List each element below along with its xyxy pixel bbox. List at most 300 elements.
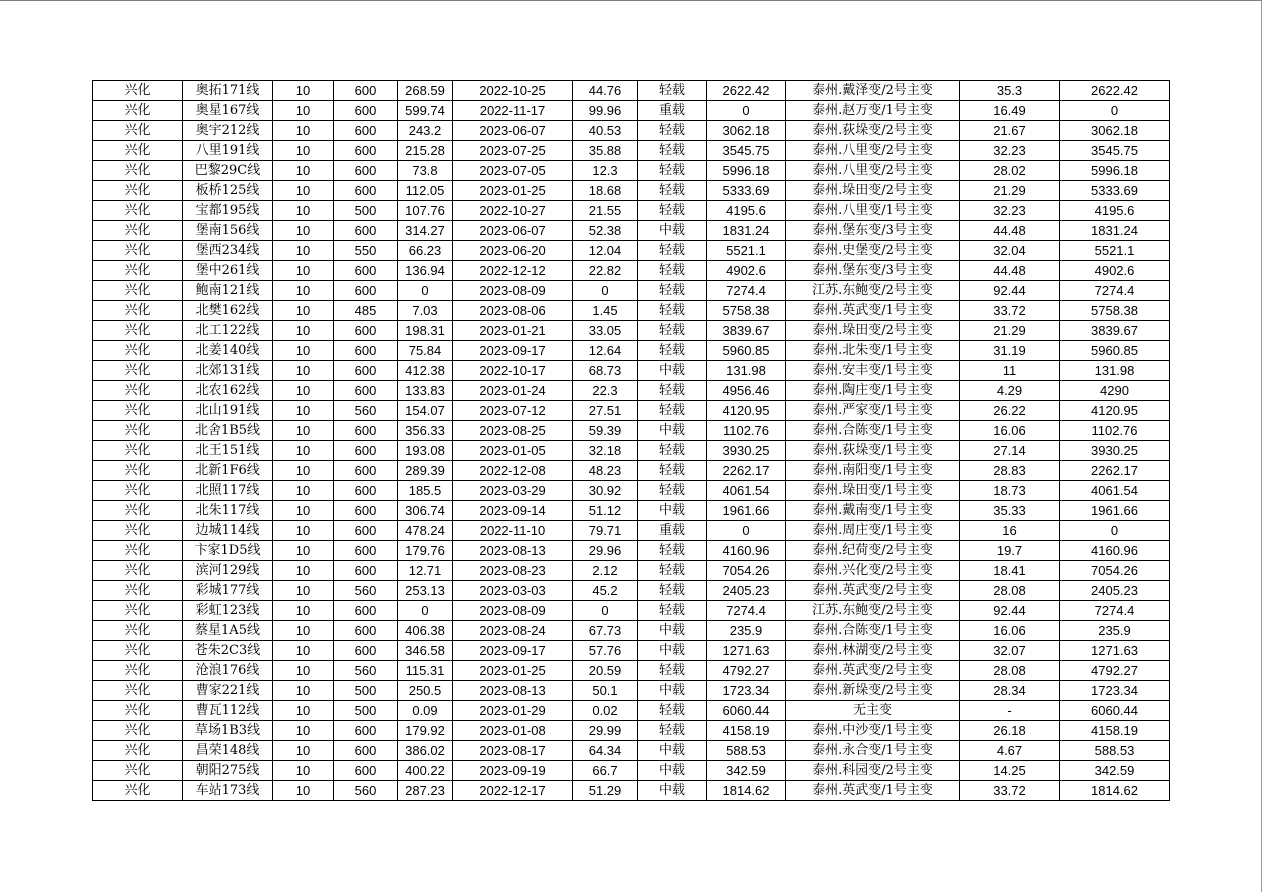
cell-max-load[interactable]: 599.74 (398, 101, 453, 121)
cell-region[interactable]: 兴化 (93, 661, 183, 681)
cell-max-load[interactable]: 215.28 (398, 141, 453, 161)
cell-load-rate[interactable]: 27.51 (573, 401, 638, 421)
cell-load-status[interactable]: 轻载 (638, 261, 707, 281)
cell-load-status[interactable]: 中载 (638, 361, 707, 381)
cell-date[interactable]: 2023-09-19 (453, 761, 573, 781)
cell-substation[interactable]: 泰州.英武变/1号主变 (786, 781, 960, 801)
cell-available[interactable]: 4792.27 (707, 661, 786, 681)
cell-region[interactable]: 兴化 (93, 101, 183, 121)
cell-max-load[interactable]: 253.13 (398, 581, 453, 601)
cell-substation[interactable]: 泰州.垛田变/2号主变 (786, 321, 960, 341)
cell-voltage[interactable]: 10 (273, 701, 334, 721)
cell-available[interactable]: 2405.23 (707, 581, 786, 601)
cell-line[interactable]: 滨河129线 (183, 561, 273, 581)
cell-capacity[interactable]: 600 (334, 161, 398, 181)
cell-load-status[interactable]: 轻载 (638, 601, 707, 621)
cell-capacity[interactable]: 600 (334, 441, 398, 461)
cell-substation[interactable]: 泰州.堡东变/3号主变 (786, 261, 960, 281)
cell-substation[interactable]: 泰州.英武变/2号主变 (786, 661, 960, 681)
cell-available[interactable]: 1831.24 (707, 221, 786, 241)
cell-capacity[interactable]: 600 (334, 641, 398, 661)
cell-load-status[interactable]: 中载 (638, 641, 707, 661)
cell-date[interactable]: 2023-01-08 (453, 721, 573, 741)
cell-load-status[interactable]: 轻载 (638, 181, 707, 201)
cell-sub-load-rate[interactable]: 21.29 (960, 181, 1060, 201)
cell-available[interactable]: 7274.4 (707, 601, 786, 621)
cell-substation[interactable]: 泰州.安丰变/1号主变 (786, 361, 960, 381)
cell-date[interactable]: 2023-09-14 (453, 501, 573, 521)
cell-load-rate[interactable]: 22.3 (573, 381, 638, 401)
cell-sub-load-rate[interactable]: 16.49 (960, 101, 1060, 121)
cell-available[interactable]: 7274.4 (707, 281, 786, 301)
cell-sub-available[interactable]: 5758.38 (1060, 301, 1170, 321)
cell-max-load[interactable]: 314.27 (398, 221, 453, 241)
cell-sub-load-rate[interactable]: 92.44 (960, 281, 1060, 301)
cell-load-status[interactable]: 轻载 (638, 441, 707, 461)
cell-substation[interactable]: 泰州.林湖变/2号主变 (786, 641, 960, 661)
cell-sub-available[interactable]: 4792.27 (1060, 661, 1170, 681)
cell-substation[interactable]: 江苏.东鲍变/2号主变 (786, 281, 960, 301)
cell-max-load[interactable]: 400.22 (398, 761, 453, 781)
cell-line[interactable]: 巴黎29C线 (183, 161, 273, 181)
cell-sub-available[interactable]: 4195.6 (1060, 201, 1170, 221)
cell-load-rate[interactable]: 48.23 (573, 461, 638, 481)
cell-sub-load-rate[interactable]: 16 (960, 521, 1060, 541)
cell-load-rate[interactable]: 12.04 (573, 241, 638, 261)
cell-load-rate[interactable]: 29.99 (573, 721, 638, 741)
cell-load-status[interactable]: 中载 (638, 681, 707, 701)
cell-capacity[interactable]: 600 (334, 621, 398, 641)
cell-load-rate[interactable]: 44.76 (573, 81, 638, 101)
cell-line[interactable]: 北新1F6线 (183, 461, 273, 481)
cell-voltage[interactable]: 10 (273, 661, 334, 681)
cell-region[interactable]: 兴化 (93, 701, 183, 721)
cell-load-rate[interactable]: 51.29 (573, 781, 638, 801)
cell-load-rate[interactable]: 12.64 (573, 341, 638, 361)
cell-substation[interactable]: 泰州.史堡变/2号主变 (786, 241, 960, 261)
cell-available[interactable]: 4160.96 (707, 541, 786, 561)
cell-load-status[interactable]: 轻载 (638, 121, 707, 141)
cell-voltage[interactable]: 10 (273, 721, 334, 741)
cell-substation[interactable]: 泰州.合陈变/1号主变 (786, 621, 960, 641)
cell-available[interactable]: 3839.67 (707, 321, 786, 341)
cell-voltage[interactable]: 10 (273, 361, 334, 381)
cell-voltage[interactable]: 10 (273, 381, 334, 401)
cell-date[interactable]: 2023-08-25 (453, 421, 573, 441)
cell-sub-load-rate[interactable]: - (960, 701, 1060, 721)
cell-sub-load-rate[interactable]: 27.14 (960, 441, 1060, 461)
cell-load-status[interactable]: 轻载 (638, 141, 707, 161)
cell-sub-load-rate[interactable]: 18.41 (960, 561, 1060, 581)
cell-sub-load-rate[interactable]: 19.7 (960, 541, 1060, 561)
cell-available[interactable]: 3062.18 (707, 121, 786, 141)
cell-sub-available[interactable]: 7274.4 (1060, 281, 1170, 301)
cell-date[interactable]: 2023-03-03 (453, 581, 573, 601)
cell-sub-available[interactable]: 5996.18 (1060, 161, 1170, 181)
cell-load-rate[interactable]: 0 (573, 601, 638, 621)
cell-capacity[interactable]: 600 (334, 321, 398, 341)
cell-region[interactable]: 兴化 (93, 541, 183, 561)
cell-sub-load-rate[interactable]: 32.23 (960, 141, 1060, 161)
cell-region[interactable]: 兴化 (93, 281, 183, 301)
cell-voltage[interactable]: 10 (273, 761, 334, 781)
cell-load-status[interactable]: 轻载 (638, 461, 707, 481)
cell-line[interactable]: 奥拓171线 (183, 81, 273, 101)
cell-region[interactable]: 兴化 (93, 301, 183, 321)
cell-load-rate[interactable]: 66.7 (573, 761, 638, 781)
cell-sub-load-rate[interactable]: 28.08 (960, 661, 1060, 681)
cell-capacity[interactable]: 600 (334, 101, 398, 121)
cell-max-load[interactable]: 12.71 (398, 561, 453, 581)
cell-region[interactable]: 兴化 (93, 721, 183, 741)
cell-capacity[interactable]: 600 (334, 81, 398, 101)
cell-load-rate[interactable]: 22.82 (573, 261, 638, 281)
cell-region[interactable]: 兴化 (93, 601, 183, 621)
cell-date[interactable]: 2022-11-17 (453, 101, 573, 121)
cell-max-load[interactable]: 346.58 (398, 641, 453, 661)
cell-max-load[interactable]: 478.24 (398, 521, 453, 541)
cell-load-rate[interactable]: 59.39 (573, 421, 638, 441)
cell-sub-available[interactable]: 2405.23 (1060, 581, 1170, 601)
cell-substation[interactable]: 泰州.陶庄变/1号主变 (786, 381, 960, 401)
cell-load-rate[interactable]: 79.71 (573, 521, 638, 541)
cell-max-load[interactable]: 250.5 (398, 681, 453, 701)
cell-capacity[interactable]: 500 (334, 201, 398, 221)
cell-sub-available[interactable]: 4061.54 (1060, 481, 1170, 501)
cell-load-status[interactable]: 中载 (638, 621, 707, 641)
cell-date[interactable]: 2022-10-17 (453, 361, 573, 381)
cell-sub-available[interactable]: 5521.1 (1060, 241, 1170, 261)
cell-capacity[interactable]: 600 (334, 381, 398, 401)
cell-line[interactable]: 曹瓦112线 (183, 701, 273, 721)
cell-line[interactable]: 蔡星1A5线 (183, 621, 273, 641)
cell-date[interactable]: 2023-08-13 (453, 541, 573, 561)
cell-date[interactable]: 2023-08-17 (453, 741, 573, 761)
cell-region[interactable]: 兴化 (93, 201, 183, 221)
cell-available[interactable]: 4902.6 (707, 261, 786, 281)
cell-voltage[interactable]: 10 (273, 521, 334, 541)
cell-line[interactable]: 八里191线 (183, 141, 273, 161)
cell-capacity[interactable]: 600 (334, 541, 398, 561)
cell-line[interactable]: 北农162线 (183, 381, 273, 401)
cell-sub-load-rate[interactable]: 28.34 (960, 681, 1060, 701)
cell-sub-available[interactable]: 342.59 (1060, 761, 1170, 781)
cell-capacity[interactable]: 600 (334, 741, 398, 761)
cell-voltage[interactable]: 10 (273, 161, 334, 181)
cell-max-load[interactable]: 0 (398, 601, 453, 621)
cell-region[interactable]: 兴化 (93, 141, 183, 161)
cell-capacity[interactable]: 485 (334, 301, 398, 321)
cell-date[interactable]: 2023-06-20 (453, 241, 573, 261)
cell-voltage[interactable]: 10 (273, 501, 334, 521)
cell-capacity[interactable]: 600 (334, 421, 398, 441)
cell-available[interactable]: 2262.17 (707, 461, 786, 481)
cell-capacity[interactable]: 600 (334, 521, 398, 541)
cell-voltage[interactable]: 10 (273, 121, 334, 141)
cell-load-rate[interactable]: 1.45 (573, 301, 638, 321)
cell-capacity[interactable]: 600 (334, 461, 398, 481)
cell-available[interactable]: 7054.26 (707, 561, 786, 581)
cell-voltage[interactable]: 10 (273, 481, 334, 501)
cell-load-status[interactable]: 轻载 (638, 381, 707, 401)
cell-line[interactable]: 北樊162线 (183, 301, 273, 321)
cell-voltage[interactable]: 10 (273, 601, 334, 621)
cell-line[interactable]: 堡西234线 (183, 241, 273, 261)
cell-date[interactable]: 2023-01-25 (453, 661, 573, 681)
cell-capacity[interactable]: 500 (334, 701, 398, 721)
cell-sub-available[interactable]: 3545.75 (1060, 141, 1170, 161)
cell-region[interactable]: 兴化 (93, 761, 183, 781)
cell-sub-load-rate[interactable]: 21.29 (960, 321, 1060, 341)
cell-sub-load-rate[interactable]: 92.44 (960, 601, 1060, 621)
cell-date[interactable]: 2023-08-24 (453, 621, 573, 641)
cell-max-load[interactable]: 73.8 (398, 161, 453, 181)
cell-sub-load-rate[interactable]: 21.67 (960, 121, 1060, 141)
cell-capacity[interactable]: 600 (334, 481, 398, 501)
cell-sub-load-rate[interactable]: 14.25 (960, 761, 1060, 781)
cell-line[interactable]: 北工122线 (183, 321, 273, 341)
cell-voltage[interactable]: 10 (273, 321, 334, 341)
cell-available[interactable]: 131.98 (707, 361, 786, 381)
cell-region[interactable]: 兴化 (93, 581, 183, 601)
cell-date[interactable]: 2023-06-07 (453, 121, 573, 141)
cell-max-load[interactable]: 112.05 (398, 181, 453, 201)
cell-line[interactable]: 朝阳275线 (183, 761, 273, 781)
cell-max-load[interactable]: 133.83 (398, 381, 453, 401)
cell-available[interactable]: 5333.69 (707, 181, 786, 201)
cell-line[interactable]: 堡南156线 (183, 221, 273, 241)
cell-substation[interactable]: 泰州.垛田变/2号主变 (786, 181, 960, 201)
cell-load-status[interactable]: 重载 (638, 101, 707, 121)
cell-load-status[interactable]: 中载 (638, 741, 707, 761)
cell-max-load[interactable]: 306.74 (398, 501, 453, 521)
cell-sub-load-rate[interactable]: 44.48 (960, 221, 1060, 241)
cell-substation[interactable]: 泰州.南阳变/1号主变 (786, 461, 960, 481)
cell-sub-available[interactable]: 4160.96 (1060, 541, 1170, 561)
cell-capacity[interactable]: 600 (334, 181, 398, 201)
cell-line[interactable]: 奥宇212线 (183, 121, 273, 141)
cell-date[interactable]: 2023-01-24 (453, 381, 573, 401)
cell-sub-available[interactable]: 0 (1060, 521, 1170, 541)
cell-line[interactable]: 北郊131线 (183, 361, 273, 381)
cell-load-rate[interactable]: 67.73 (573, 621, 638, 641)
cell-max-load[interactable]: 198.31 (398, 321, 453, 341)
cell-load-rate[interactable]: 18.68 (573, 181, 638, 201)
cell-region[interactable]: 兴化 (93, 381, 183, 401)
cell-capacity[interactable]: 560 (334, 581, 398, 601)
cell-sub-available[interactable]: 7274.4 (1060, 601, 1170, 621)
cell-sub-load-rate[interactable]: 28.83 (960, 461, 1060, 481)
cell-load-rate[interactable]: 32.18 (573, 441, 638, 461)
cell-max-load[interactable]: 179.92 (398, 721, 453, 741)
cell-sub-available[interactable]: 131.98 (1060, 361, 1170, 381)
cell-load-status[interactable]: 轻载 (638, 561, 707, 581)
cell-sub-available[interactable]: 3839.67 (1060, 321, 1170, 341)
cell-load-rate[interactable]: 51.12 (573, 501, 638, 521)
cell-date[interactable]: 2023-07-05 (453, 161, 573, 181)
cell-sub-load-rate[interactable]: 11 (960, 361, 1060, 381)
cell-region[interactable]: 兴化 (93, 161, 183, 181)
cell-max-load[interactable]: 154.07 (398, 401, 453, 421)
cell-voltage[interactable]: 10 (273, 141, 334, 161)
cell-date[interactable]: 2023-09-17 (453, 641, 573, 661)
cell-substation[interactable]: 泰州.英武变/1号主变 (786, 301, 960, 321)
cell-substation[interactable]: 泰州.荻垛变/2号主变 (786, 121, 960, 141)
cell-sub-available[interactable]: 1102.76 (1060, 421, 1170, 441)
cell-load-status[interactable]: 轻载 (638, 301, 707, 321)
cell-load-rate[interactable]: 40.53 (573, 121, 638, 141)
cell-max-load[interactable]: 287.23 (398, 781, 453, 801)
cell-substation[interactable]: 无主变 (786, 701, 960, 721)
cell-sub-load-rate[interactable]: 18.73 (960, 481, 1060, 501)
cell-load-status[interactable]: 轻载 (638, 541, 707, 561)
cell-sub-available[interactable]: 2262.17 (1060, 461, 1170, 481)
cell-load-status[interactable]: 轻载 (638, 701, 707, 721)
cell-sub-load-rate[interactable]: 16.06 (960, 621, 1060, 641)
cell-sub-available[interactable]: 7054.26 (1060, 561, 1170, 581)
cell-date[interactable]: 2023-01-21 (453, 321, 573, 341)
cell-load-status[interactable]: 轻载 (638, 241, 707, 261)
cell-sub-available[interactable]: 2622.42 (1060, 81, 1170, 101)
cell-sub-load-rate[interactable]: 32.23 (960, 201, 1060, 221)
cell-load-status[interactable]: 中载 (638, 761, 707, 781)
cell-sub-load-rate[interactable]: 33.72 (960, 781, 1060, 801)
cell-region[interactable]: 兴化 (93, 241, 183, 261)
cell-max-load[interactable]: 66.23 (398, 241, 453, 261)
cell-sub-available[interactable]: 0 (1060, 101, 1170, 121)
cell-substation[interactable]: 泰州.垛田变/1号主变 (786, 481, 960, 501)
cell-load-status[interactable]: 轻载 (638, 661, 707, 681)
cell-available[interactable]: 4195.6 (707, 201, 786, 221)
cell-region[interactable]: 兴化 (93, 781, 183, 801)
cell-load-rate[interactable]: 57.76 (573, 641, 638, 661)
cell-substation[interactable]: 泰州.兴化变/2号主变 (786, 561, 960, 581)
cell-substation[interactable]: 泰州.堡东变/3号主变 (786, 221, 960, 241)
cell-voltage[interactable]: 10 (273, 681, 334, 701)
cell-load-rate[interactable]: 0 (573, 281, 638, 301)
cell-max-load[interactable]: 136.94 (398, 261, 453, 281)
cell-voltage[interactable]: 10 (273, 421, 334, 441)
cell-line[interactable]: 曹家221线 (183, 681, 273, 701)
cell-capacity[interactable]: 600 (334, 281, 398, 301)
cell-sub-load-rate[interactable]: 35.33 (960, 501, 1060, 521)
cell-available[interactable]: 5521.1 (707, 241, 786, 261)
cell-sub-available[interactable]: 5960.85 (1060, 341, 1170, 361)
cell-region[interactable]: 兴化 (93, 361, 183, 381)
cell-load-rate[interactable]: 50.1 (573, 681, 638, 701)
cell-substation[interactable]: 泰州.纪荷变/2号主变 (786, 541, 960, 561)
cell-date[interactable]: 2022-12-12 (453, 261, 573, 281)
cell-region[interactable]: 兴化 (93, 561, 183, 581)
cell-load-rate[interactable]: 99.96 (573, 101, 638, 121)
cell-sub-available[interactable]: 4902.6 (1060, 261, 1170, 281)
cell-voltage[interactable]: 10 (273, 781, 334, 801)
cell-capacity[interactable]: 600 (334, 341, 398, 361)
cell-load-status[interactable]: 重载 (638, 521, 707, 541)
cell-max-load[interactable]: 386.02 (398, 741, 453, 761)
cell-capacity[interactable]: 600 (334, 561, 398, 581)
cell-line[interactable]: 沧浪176线 (183, 661, 273, 681)
cell-available[interactable]: 6060.44 (707, 701, 786, 721)
cell-sub-load-rate[interactable]: 33.72 (960, 301, 1060, 321)
cell-load-status[interactable]: 中载 (638, 421, 707, 441)
cell-line[interactable]: 彩城177线 (183, 581, 273, 601)
cell-sub-available[interactable]: 1961.66 (1060, 501, 1170, 521)
cell-voltage[interactable]: 10 (273, 561, 334, 581)
cell-load-status[interactable]: 轻载 (638, 721, 707, 741)
cell-load-status[interactable]: 中载 (638, 781, 707, 801)
cell-region[interactable]: 兴化 (93, 401, 183, 421)
cell-sub-load-rate[interactable]: 35.3 (960, 81, 1060, 101)
cell-max-load[interactable]: 356.33 (398, 421, 453, 441)
cell-voltage[interactable]: 10 (273, 281, 334, 301)
cell-sub-load-rate[interactable]: 28.08 (960, 581, 1060, 601)
cell-substation[interactable]: 泰州.荻垛变/1号主变 (786, 441, 960, 461)
cell-line[interactable]: 边城114线 (183, 521, 273, 541)
cell-voltage[interactable]: 10 (273, 441, 334, 461)
cell-sub-load-rate[interactable]: 26.22 (960, 401, 1060, 421)
cell-load-rate[interactable]: 29.96 (573, 541, 638, 561)
cell-date[interactable]: 2022-12-17 (453, 781, 573, 801)
cell-voltage[interactable]: 10 (273, 621, 334, 641)
cell-available[interactable]: 5960.85 (707, 341, 786, 361)
cell-load-rate[interactable]: 45.2 (573, 581, 638, 601)
cell-line[interactable]: 堡中261线 (183, 261, 273, 281)
cell-date[interactable]: 2023-06-07 (453, 221, 573, 241)
cell-capacity[interactable]: 600 (334, 141, 398, 161)
cell-capacity[interactable]: 600 (334, 761, 398, 781)
cell-capacity[interactable]: 600 (334, 721, 398, 741)
cell-capacity[interactable]: 600 (334, 601, 398, 621)
cell-available[interactable]: 3545.75 (707, 141, 786, 161)
cell-load-status[interactable]: 中载 (638, 221, 707, 241)
cell-capacity[interactable]: 560 (334, 661, 398, 681)
cell-voltage[interactable]: 10 (273, 81, 334, 101)
cell-sub-load-rate[interactable]: 4.29 (960, 381, 1060, 401)
cell-max-load[interactable]: 0 (398, 281, 453, 301)
cell-sub-load-rate[interactable]: 16.06 (960, 421, 1060, 441)
cell-voltage[interactable]: 10 (273, 461, 334, 481)
cell-max-load[interactable]: 179.76 (398, 541, 453, 561)
cell-max-load[interactable]: 185.5 (398, 481, 453, 501)
cell-sub-load-rate[interactable]: 32.04 (960, 241, 1060, 261)
cell-region[interactable]: 兴化 (93, 481, 183, 501)
cell-substation[interactable]: 泰州.赵万变/1号主变 (786, 101, 960, 121)
cell-capacity[interactable]: 560 (334, 401, 398, 421)
cell-load-rate[interactable]: 68.73 (573, 361, 638, 381)
cell-region[interactable]: 兴化 (93, 121, 183, 141)
cell-line[interactable]: 彩虹123线 (183, 601, 273, 621)
cell-region[interactable]: 兴化 (93, 421, 183, 441)
cell-substation[interactable]: 泰州.合陈变/1号主变 (786, 421, 960, 441)
cell-sub-available[interactable]: 3930.25 (1060, 441, 1170, 461)
cell-max-load[interactable]: 268.59 (398, 81, 453, 101)
cell-load-rate[interactable]: 52.38 (573, 221, 638, 241)
cell-max-load[interactable]: 289.39 (398, 461, 453, 481)
cell-sub-available[interactable]: 1831.24 (1060, 221, 1170, 241)
cell-substation[interactable]: 泰州.戴泽变/2号主变 (786, 81, 960, 101)
cell-capacity[interactable]: 500 (334, 681, 398, 701)
cell-voltage[interactable]: 10 (273, 261, 334, 281)
cell-substation[interactable]: 泰州.八里变/1号主变 (786, 201, 960, 221)
cell-line[interactable]: 板桥125线 (183, 181, 273, 201)
cell-load-status[interactable]: 轻载 (638, 201, 707, 221)
cell-capacity[interactable]: 600 (334, 261, 398, 281)
cell-available[interactable]: 235.9 (707, 621, 786, 641)
cell-load-rate[interactable]: 33.05 (573, 321, 638, 341)
cell-available[interactable]: 4061.54 (707, 481, 786, 501)
cell-substation[interactable]: 江苏.东鲍变/2号主变 (786, 601, 960, 621)
